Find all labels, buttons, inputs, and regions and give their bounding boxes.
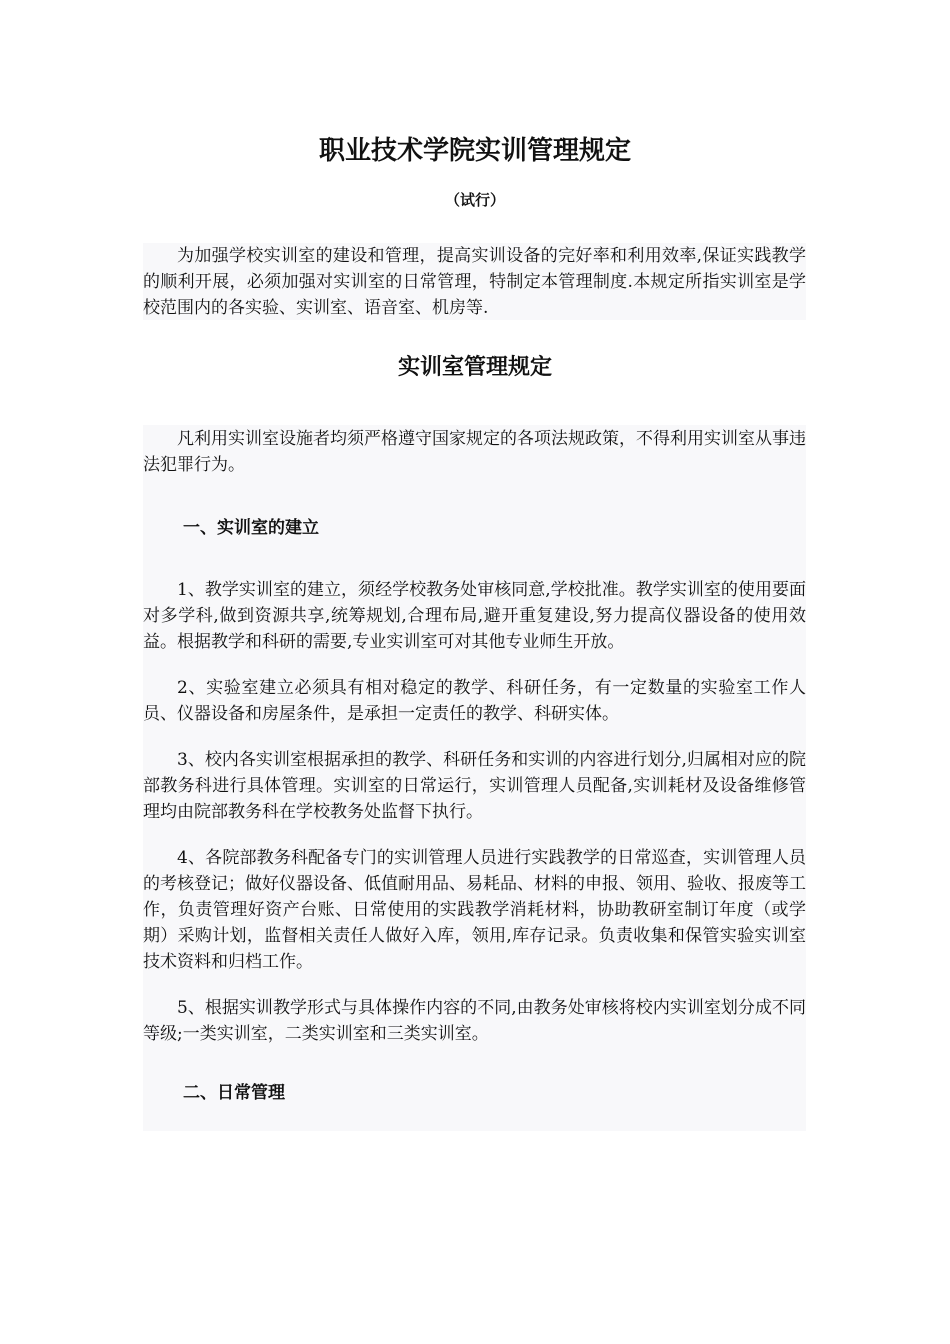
list-item: 4、各院部教务科配备专门的实训管理人员进行实践教学的日常巡查，实训管理人员的考核登记；做好仪器设备、低值耐用品、易耗品、材料的申报、领用、验收、报废等工作，负责管理好资产台账、日常使用的实践教学消耗材料，协助教研室制订年度（或学期）采购计划，监督相关责任人做好入库，领用,库存记录。负责收集和保管实验实训室技术资料和归档工作。	[143, 848, 806, 972]
section-title: 实训室管理规定	[397, 355, 552, 380]
page-title: 职业技术学院实训管理规定	[318, 136, 631, 166]
heading-daily-management: 二、日常管理	[183, 1083, 285, 1103]
list-item: 5、根据实训教学形式与具体操作内容的不同,由教务处审核将校内实训室划分成不同等级;一类实训室，二类实训室和三类实训室。	[143, 998, 806, 1044]
heading-establishment: 一、实训室的建立	[183, 518, 319, 538]
regulations-body	[143, 425, 806, 1131]
general-provision: 凡利用实训室设施者均须严格遵守国家规定的各项法规政策，不得利用实训室从事违法犯罪行为。	[143, 429, 806, 475]
list-item: 1、教学实训室的建立，须经学校教务处审核同意,学校批准。教学实训室的使用要面对多学科,做到资源共享,统筹规划,合理布局,避开重复建设,努力提高仪器设备的使用效益。根据教学和科研的需要,专业实训室可对其他专业师生开放。	[143, 580, 806, 652]
page-subtitle: （试行）	[444, 191, 505, 209]
intro-block	[143, 243, 806, 320]
list-item: 2、实验室建立必须具有相对稳定的教学、科研任务，有一定数量的实验室工作人员、仪器设备和房屋条件，是承担一定责任的教学、科研实体。	[143, 678, 806, 724]
list-item: 3、校内各实训室根据承担的教学、科研任务和实训的内容进行划分,归属相对应的院部教务科进行具体管理。实训室的日常运行，实训管理人员配备,实训耗材及设备维修管理均由院部教务科在学校教务处监督下执行。	[143, 750, 806, 822]
intro-paragraph: 为加强学校实训室的建设和管理，提高实训设备的完好率和利用效率,保证实践教学的顺利开展，必须加强对实训室的日常管理，特制定本管理制度.本规定所指实训室是学校范围内的各实验、实训室、语音室、机房等.	[143, 246, 806, 318]
